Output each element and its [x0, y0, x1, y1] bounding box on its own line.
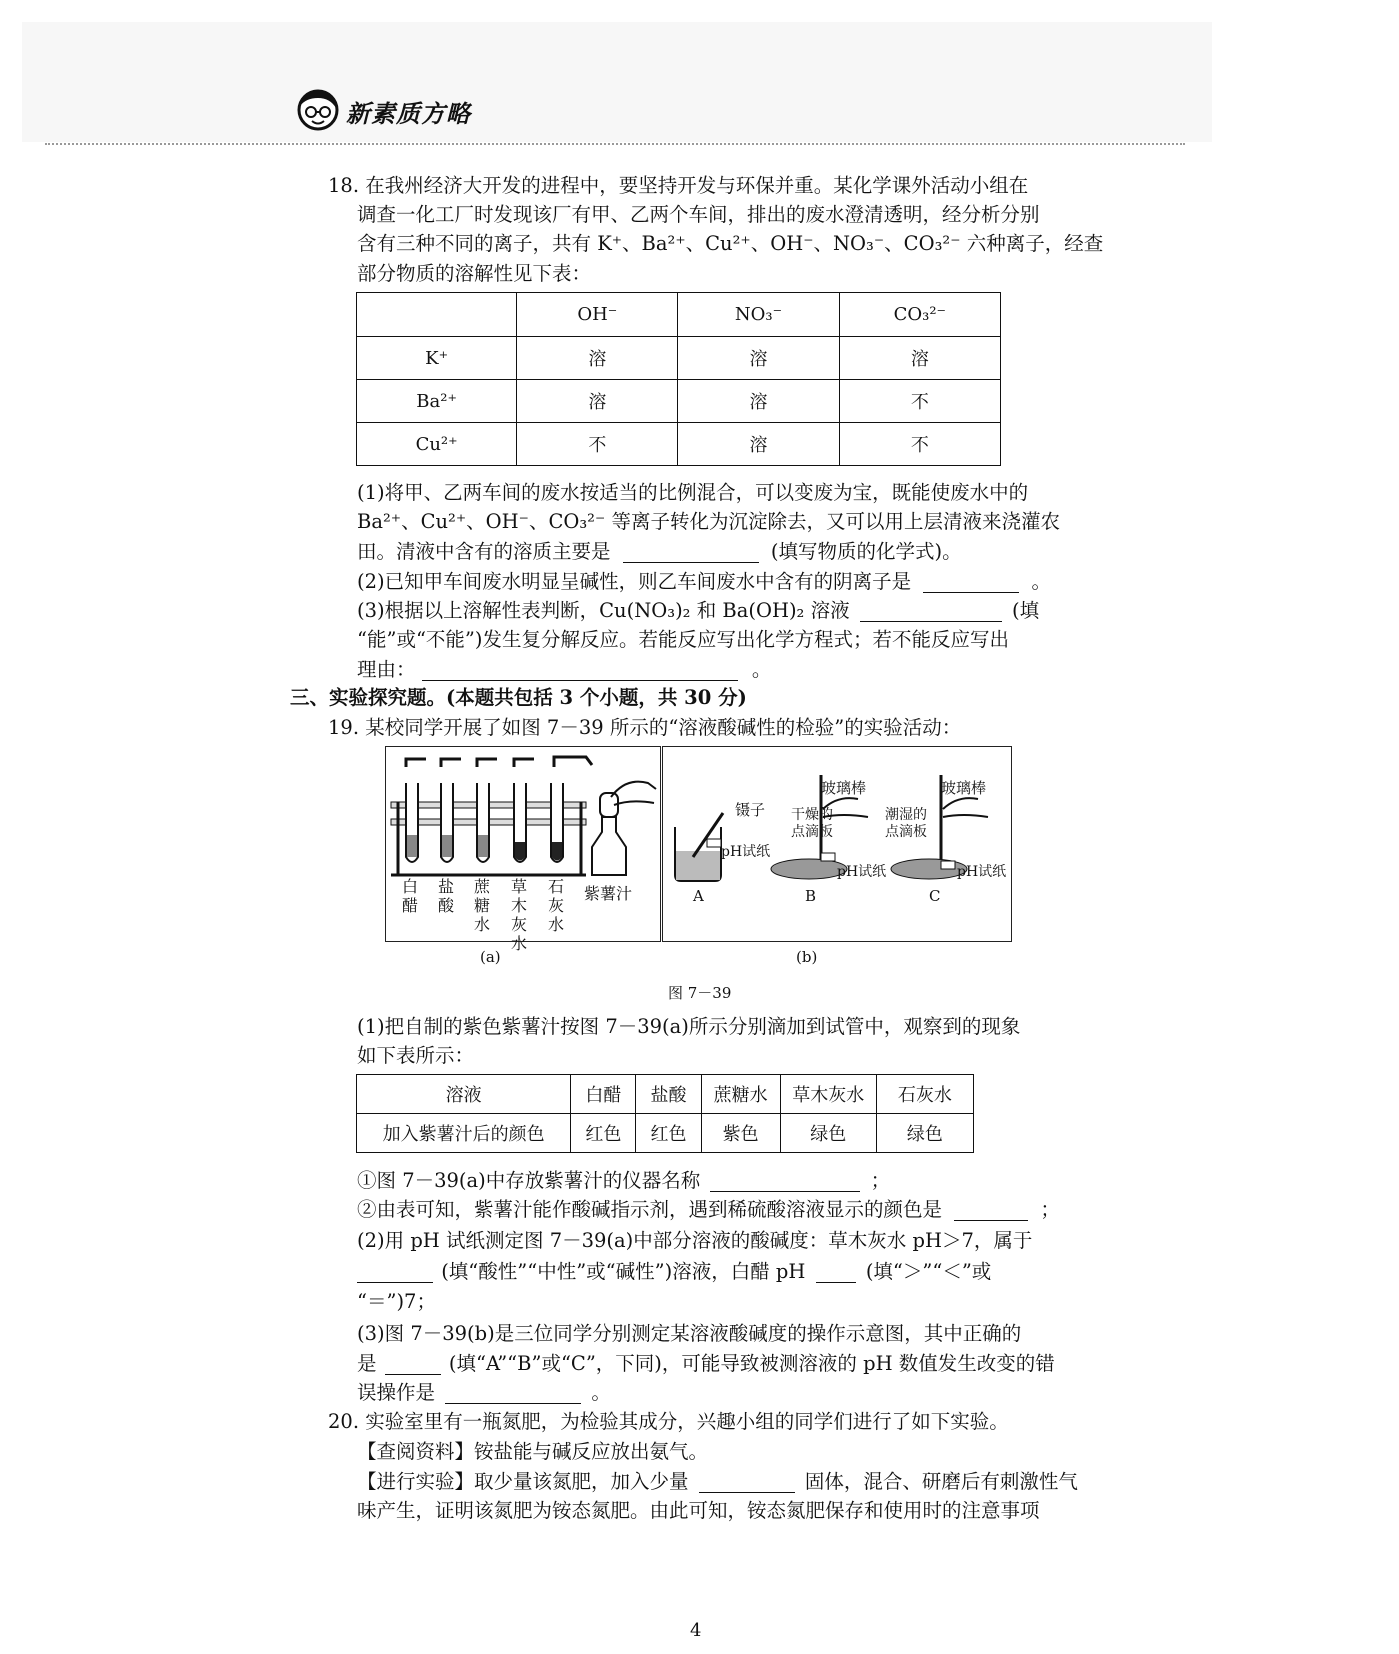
- table-cell: 绿色: [876, 1114, 973, 1153]
- answer-blank[interactable]: [710, 1171, 860, 1192]
- ph-paper-label-a: pH试纸: [721, 844, 771, 860]
- q19-p1-line-2: 如下表所示：: [357, 1044, 475, 1067]
- answer-blank[interactable]: [357, 1262, 433, 1283]
- dry-plate-label: 干燥的点滴板: [791, 807, 833, 840]
- table-cell: K⁺: [357, 337, 517, 380]
- bottle-label: 紫薯汁: [584, 884, 633, 903]
- tube-label: 石灰水: [548, 877, 565, 934]
- table-cell: 溶: [678, 423, 839, 466]
- table-header-cell: 盐酸: [636, 1075, 701, 1114]
- tube-label: 白醋: [402, 877, 419, 915]
- q18-p2: (2)已知甲车间废水明显呈碱性，则乙车间废水中含有的阴离子是 。: [357, 570, 1052, 593]
- table-header-cell: OH⁻: [517, 293, 678, 337]
- q20-line-3: 【进行实验】取少量该氮肥，加入少量 固体，混合、研磨后有刺激性气: [357, 1470, 1078, 1493]
- table-row: [357, 380, 1001, 423]
- answer-blank[interactable]: [954, 1200, 1028, 1221]
- tube-label: 草木灰水: [511, 877, 528, 953]
- solubility-table: [356, 292, 1001, 466]
- table-cell: 红色: [571, 1114, 636, 1153]
- label-c: C: [929, 887, 941, 905]
- tube-label: 盐酸: [438, 877, 455, 915]
- label-b: B: [805, 887, 817, 905]
- table-cell: 不: [839, 423, 1000, 466]
- answer-blank[interactable]: [422, 660, 738, 681]
- ph-paper-label-b: pH试纸: [837, 864, 887, 880]
- q19-item-1: ①图 7－39(a)中存放紫薯汁的仪器名称 ；: [357, 1169, 891, 1192]
- q19-p3-line-2: 是 (填“A”“B”或“C”，下同)，可能导致被测溶液的 pH 数值发生改变的错: [357, 1352, 1055, 1375]
- answer-blank[interactable]: [923, 572, 1019, 593]
- q19-intro: 19. 某校同学开展了如图 7－39 所示的“溶液酸碱性的检验”的实验活动：: [328, 716, 962, 739]
- table-row: [357, 337, 1001, 380]
- q18-line-4: 部分物质的溶解性见下表：: [357, 262, 592, 285]
- glass-rod-label-b: 玻璃棒: [821, 779, 867, 797]
- table-header-cell: 溶液: [357, 1075, 571, 1114]
- brand-logo: [296, 86, 471, 136]
- q20-line-4: 味产生，证明该氮肥为铵态氮肥。由此可知，铵态氮肥保存和使用时的注意事项: [357, 1499, 1040, 1522]
- answer-blank[interactable]: [816, 1262, 856, 1283]
- answer-blank[interactable]: [445, 1383, 581, 1404]
- table-header-cell: 石灰水: [876, 1075, 973, 1114]
- table-cell: 溶: [517, 380, 678, 423]
- q18-p3-line-3: 理由： 。: [357, 658, 772, 681]
- brand-name: 新素质方略: [346, 99, 471, 128]
- q19-p2-line-2: (填“酸性”“中性”或“碱性”)溶液，白醋 pH (填“＞”“＜”或: [357, 1260, 991, 1284]
- q19-item-2: ②由表可知，紫薯汁能作酸碱指示剂，遇到稀硫酸溶液显示的颜色是 ；: [357, 1198, 1060, 1221]
- answer-blank[interactable]: [623, 542, 759, 563]
- table-cell: Cu²⁺: [357, 423, 517, 466]
- table-header-cell: NO₃⁻: [678, 293, 839, 337]
- table-row: [357, 423, 1001, 466]
- tweezers-label: 镊子: [735, 801, 766, 819]
- table-cell: 紫色: [701, 1114, 780, 1153]
- answer-blank[interactable]: [699, 1472, 795, 1493]
- q19-p2-line-1: (2)用 pH 试纸测定图 7－39(a)中部分溶液的酸碱度：草木灰水 pH＞7，属于: [357, 1229, 1033, 1252]
- table-header-cell: 草木灰水: [780, 1075, 876, 1114]
- q18-line-1: 18. 在我州经济大开发的进程中，要坚持开发与环保并重。某化学课外活动小组在: [328, 174, 1029, 197]
- table-cell: 红色: [636, 1114, 701, 1153]
- table-cell: 绿色: [780, 1114, 876, 1153]
- table-cell: 溶: [678, 380, 839, 423]
- q18-p1-line-1: (1)将甲、乙两车间的废水按适当的比例混合，可以变废为宝，既能使废水中的: [357, 481, 1029, 504]
- indicator-table: [356, 1074, 974, 1153]
- section-3-title: 三、实验探究题。(本题共包括 3 个小题，共 30 分): [290, 686, 747, 709]
- table-row: [357, 1114, 974, 1153]
- cartoon-face-icon: [296, 86, 340, 136]
- figure-a: [385, 746, 661, 953]
- tube-label: 蔗糖水: [474, 877, 491, 934]
- q20-line-2: 【查阅资料】铵盐能与碱反应放出氨气。: [357, 1440, 709, 1463]
- glass-rod-label-c: 玻璃棒: [941, 779, 987, 797]
- q18-line-3: 含有三种不同的离子，共有 K⁺、Ba²⁺、Cu²⁺、OH⁻、NO₃⁻、CO₃²⁻ 六种离子，经查: [357, 232, 1104, 255]
- q18-p3-line-1: (3)根据以上溶解性表判断，Cu(NO₃)₂ 和 Ba(OH)₂ 溶液 (填: [357, 599, 1040, 622]
- figure-b: [662, 746, 1012, 942]
- figure-caption: 图 7－39: [668, 984, 732, 1002]
- table-header-cell: CO₃²⁻: [839, 293, 1000, 337]
- q19-p3-line-1: (3)图 7－39(b)是三位同学分别测定某溶液酸碱度的操作示意图，其中正确的: [357, 1322, 1022, 1345]
- table-cell: 溶: [839, 337, 1000, 380]
- q18-line-2: 调查一化工厂时发现该厂有甲、乙两个车间，排出的废水澄清透明，经分析分别: [357, 203, 1040, 226]
- q18-p1-line-3: 田。清液中含有的溶质主要是 (填写物质的化学式)。: [357, 540, 962, 563]
- wet-plate-label: 潮湿的点滴板: [885, 807, 927, 840]
- table-cell: 溶: [517, 337, 678, 380]
- q19-p1-line-1: (1)把自制的紫色紫薯汁按图 7－39(a)所示分别滴加到试管中，观察到的现象: [357, 1015, 1021, 1038]
- ph-paper-label-c: pH试纸: [957, 864, 1007, 880]
- q19-p3-line-3: 误操作是 。: [357, 1381, 611, 1404]
- page-number: 4: [690, 1620, 702, 1641]
- table-cell: 溶: [678, 337, 839, 380]
- table-cell: 加入紫薯汁后的颜色: [357, 1114, 571, 1153]
- table-header-cell: 白醋: [571, 1075, 636, 1114]
- table-cell: 不: [839, 380, 1000, 423]
- answer-blank[interactable]: [860, 601, 1002, 622]
- q18-p1-line-2: Ba²⁺、Cu²⁺、OH⁻、CO₃²⁻ 等离子转化为沉淀除去，又可以用上层清液来浇灌农: [357, 510, 1060, 533]
- figure-b-label: (b): [796, 948, 818, 966]
- table-header-cell: 蔗糖水: [701, 1075, 780, 1114]
- table-header-cell: [357, 293, 517, 337]
- q18-p3-line-2: “能”或“不能”)发生复分解反应。若能反应写出化学方程式；若不能反应写出: [357, 628, 1009, 651]
- header-divider: [45, 143, 1185, 145]
- table-cell: 不: [517, 423, 678, 466]
- table-cell: Ba²⁺: [357, 380, 517, 423]
- header-band: [22, 22, 1212, 142]
- q20-line-1: 20. 实验室里有一瓶氮肥，为检验其成分，兴趣小组的同学们进行了如下实验。: [328, 1410, 1009, 1433]
- label-a: A: [693, 887, 704, 905]
- answer-blank[interactable]: [385, 1354, 441, 1375]
- figure-a-label: (a): [480, 948, 501, 966]
- q19-p2-line-3: “＝”)7；: [357, 1290, 436, 1313]
